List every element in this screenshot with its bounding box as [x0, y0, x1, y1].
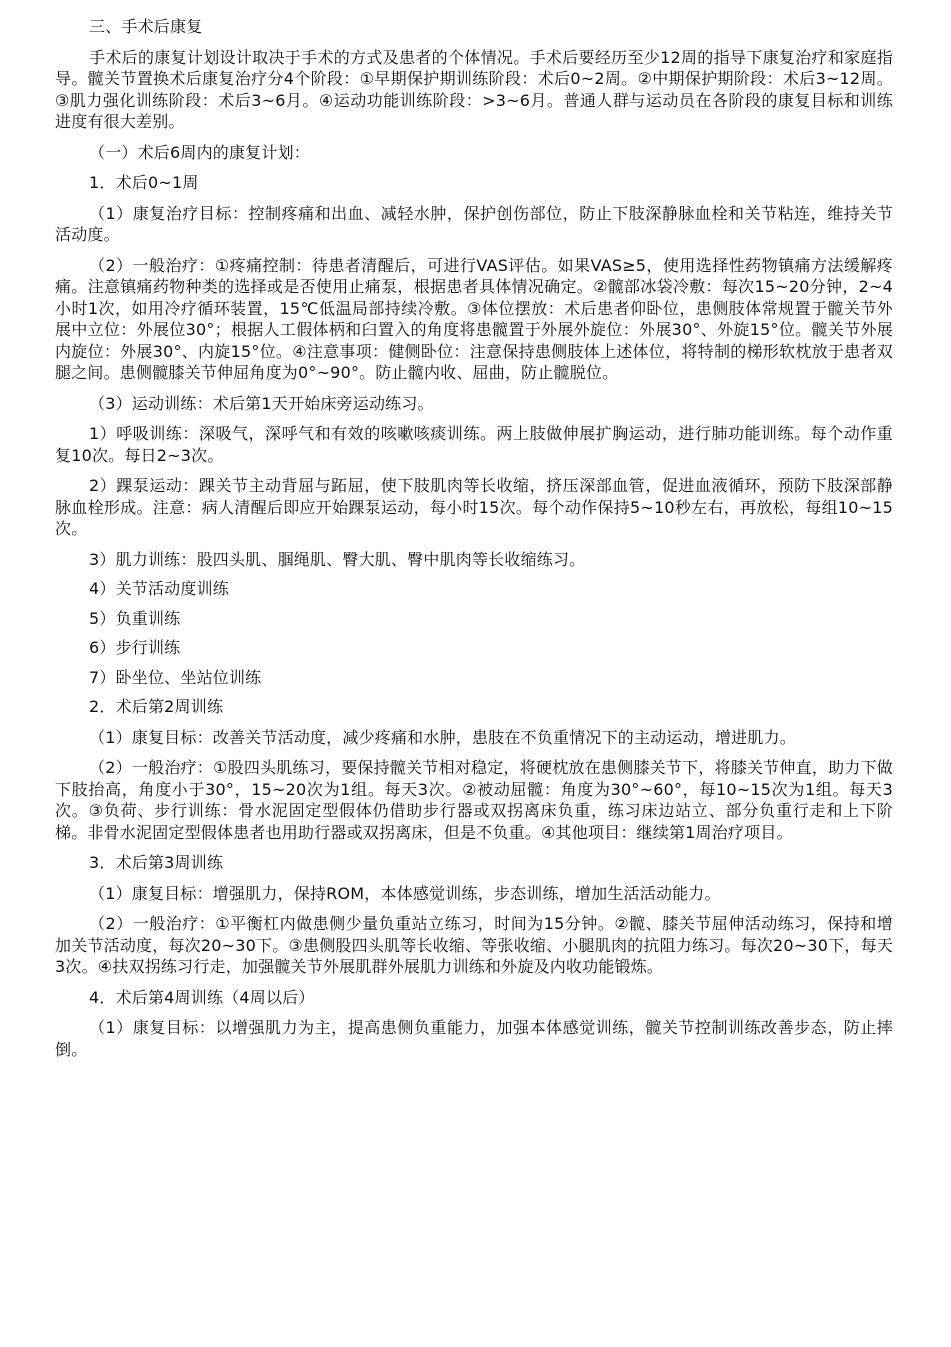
week2-general-treatment-paragraph: （2）一般治疗：①股四头肌练习，要保持髋关节相对稳定，将硬枕放在患侧膝关节下，将膝关节伸直，助力下做下肢抬高，角度小于30°，15~20次为1组。每天3次。②被动屈髋：角度为30°~60°，每10~15次为1组。每天3次。③负荷、步行训练：骨水泥固定型假体仍借助步行器或双拐离床负重，练习床边站立、部分负重行走和上下阶梯。非骨水泥固定型假体患者也用助行器或双拐离床，但是不负重。④其他项目：继续第1周治疗项目。	[55, 758, 893, 842]
week4-goal-paragraph: （1）康复目标：以增强肌力为主，提高患侧负重能力，加强本体感觉训练，髋关节控制训练改善步态，防止摔倒。	[55, 1018, 893, 1059]
week3-general-treatment-paragraph: （2）一般治疗：①平衡杠内做患侧少量负重站立练习，时间为15分钟。②髋、膝关节屈伸活动练习，保持和增加关节活动度，每次20~30下。③患侧股四头肌等长收缩、等张收缩、小腿肌肉的抗阻力练习。每次20~30下，每天3次。④扶双拐练习行走，加强髋关节外展肌群外展肌力训练和外旋及内收功能锻炼。	[55, 914, 893, 976]
ankle-pump-paragraph: 2）踝泵运动：踝关节主动背屈与跖屈，使下肢肌肉等长收缩，挤压深部血管，促进血液循环，预防下肢深部静脉血栓形成。注意：病人清醒后即应开始踝泵运动，每小时15次。每个动作保持5~10秒左右，再放松，每组10~15次。	[55, 476, 893, 538]
position-training-item: 7）卧坐位、坐站位训练	[89, 667, 262, 687]
section-heading: 三、手术后康复	[89, 17, 203, 36]
weight-bearing-item: 5）负重训练	[89, 608, 181, 628]
week2-goal-paragraph: （1）康复目标：改善关节活动度，减少疼痛和水肿，患肢在不负重情况下的主动运动，增进肌力。	[89, 727, 796, 747]
week1-general-treatment-paragraph: （2）一般治疗：①疼痛控制：待患者清醒后，可进行VAS评估。如果VAS≥5，使用选择性药物镇痛方法缓解疼痛。注意镇痛药物种类的选择或是否使用止痛泵，根据患者具体情况确定。②髋部冰袋冷敷：每次15~20分钟，2~4小时1次，如用冷疗循环装置，15℃低温局部持续冷敷。③体位摆放：术后患者仰卧位，患侧肢体常规置于髋关节外展中立位：外展位30°；根据人工假体柄和臼置入的角度将患髋置于外展外旋位：外展30°、外旋15°位。髋关节外展内旋位：外展30°、内旋15°位。④注意事项：健侧卧位：注意保持患侧肢体上述体位，将特制的梯形软枕放于患者双腿之间。患侧髋膝关节伸屈角度为0°~90°。防止髋内收、屈曲，防止髋脱位。	[55, 255, 893, 382]
subsection-heading: （一）术后6周内的康复计划：	[89, 142, 310, 162]
week1-exercise-heading: （3）运动训练：术后第1天开始床旁运动练习。	[89, 393, 434, 413]
stage-heading-week-3: 3．术后第3周训练	[89, 853, 224, 872]
breathing-training-paragraph: 1）呼吸训练：深吸气，深呼气和有效的咳嗽咳痰训练。两上肢做伸展扩胸运动，进行肺功能训练。每个动作重复10次。每日2~3次。	[55, 424, 893, 465]
muscle-training-item: 3）肌力训练：股四头肌、腘绳肌、臀大肌、臀中肌肉等长收缩练习。	[89, 549, 586, 569]
stage-heading-week-4: 4．术后第4周训练（4周以后）	[89, 987, 315, 1007]
walking-training-item: 6）步行训练	[89, 638, 181, 657]
stage-heading-week-2: 2．术后第2周训练	[89, 697, 224, 716]
intro-paragraph: 手术后的康复计划设计取决于手术的方式及患者的个体情况。手术后要经历至少12周的指导下康复治疗和家庭指导。髋关节置换术后康复治疗分4个阶段：①早期保护期训练阶段：术后0~2周。②中期保护期阶段：术后3~12周。③肌力强化训练阶段：术后3~6月。④运动功能训练阶段：>3~6月。普通人群与运动员在各阶段的康复目标和训练进度有很大差别。	[55, 47, 893, 131]
rom-training-item: 4）关节活动度训练	[89, 579, 229, 598]
week1-goal-paragraph: （1）康复治疗目标：控制疼痛和出血、减轻水肿，保护创伤部位，防止下肢深静脉血栓和关节粘连，维持关节活动度。	[55, 203, 893, 244]
stage-heading-week-0-1: 1．术后0~1周	[89, 173, 199, 192]
week3-goal-paragraph: （1）康复目标：增强肌力，保持ROM，本体感觉训练，步态训练，增加生活活动能力。	[89, 883, 721, 903]
